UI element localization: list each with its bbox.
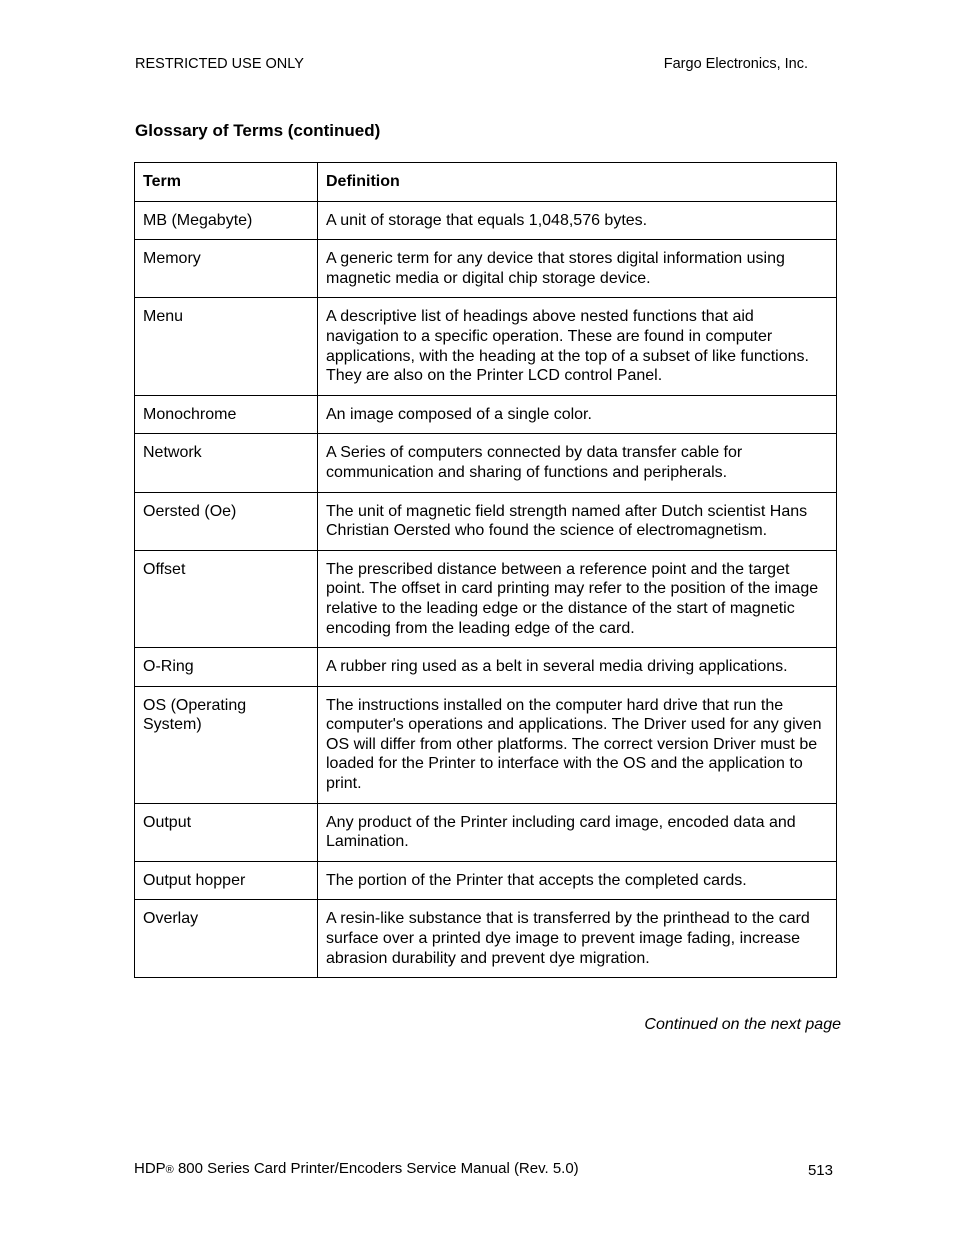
definition-cell: The unit of magnetic field strength named after Dutch scientist Hans Christian Oersted who found the science of electromagnetism.	[318, 492, 837, 550]
definition-cell: A resin-like substance that is transferred by the printhead to the card surface over a printed dye image to prevent image fading, increase abrasion durability and prevent dye migration.	[318, 900, 837, 978]
definition-cell: A descriptive list of headings above nested functions that aid navigation to a specific operation. These are found in computer applications, with the heading at the top of a subset of like functions. They are also on the Printer LCD control Panel.	[318, 298, 837, 395]
definition-cell: The prescribed distance between a reference point and the target point. The offset in card printing may refer to the position of the image relative to the leading edge or the distance of the start of magnetic encoding from the leading edge of the card.	[318, 550, 837, 647]
definition-cell: The portion of the Printer that accepts the completed cards.	[318, 861, 837, 900]
term-cell: O-Ring	[135, 648, 318, 687]
term-cell: Oersted (Oe)	[135, 492, 318, 550]
table-row	[135, 395, 837, 434]
header-left-text: RESTRICTED USE ONLY	[135, 56, 304, 72]
table-row	[135, 803, 837, 861]
page-title: Glossary of Terms (continued)	[135, 121, 381, 140]
table-row	[135, 298, 837, 395]
table-row	[135, 492, 837, 550]
term-cell: Output hopper	[135, 861, 318, 900]
page-number: 513	[807, 1162, 833, 1179]
table-row	[135, 900, 837, 978]
column-header-term: Term	[135, 163, 318, 202]
table-row	[135, 240, 837, 298]
table-header-row	[135, 163, 837, 202]
table-row	[135, 861, 837, 900]
term-cell: MB (Megabyte)	[135, 201, 318, 240]
footer-product-rest: 800 Series Card Printer/Encoders Service Manual (Rev. 5.0)	[173, 1160, 579, 1177]
table-row	[135, 434, 837, 492]
footer-manual-title	[134, 1160, 579, 1177]
term-cell: OS (Operating System)	[135, 686, 318, 803]
term-cell: Menu	[135, 298, 318, 395]
definition-cell: A rubber ring used as a belt in several media driving applications.	[318, 648, 837, 687]
footer-product-prefix: HDP	[134, 1160, 166, 1177]
registered-mark: ®	[165, 1164, 174, 1176]
term-cell: Memory	[135, 240, 318, 298]
glossary-body	[135, 201, 837, 978]
term-cell: Overlay	[135, 900, 318, 978]
table-row	[135, 201, 837, 240]
table-row	[135, 648, 837, 687]
header-right-text: Fargo Electronics, Inc.	[663, 56, 808, 72]
definition-cell: A generic term for any device that stores digital information using magnetic media or digital chip storage device.	[318, 240, 837, 298]
definition-cell: Any product of the Printer including card image, encoded data and Lamination.	[318, 803, 837, 861]
definition-cell: The instructions installed on the computer hard drive that run the computer's operations and applications. The Driver used for any given OS will differ from other platforms. The correct version Driver must be loaded for the Printer to interface with the OS and the application to print.	[318, 686, 837, 803]
definition-cell: An image composed of a single color.	[318, 395, 837, 434]
term-cell: Network	[135, 434, 318, 492]
table-row	[135, 550, 837, 647]
table-row	[135, 686, 837, 803]
term-cell: Output	[135, 803, 318, 861]
definition-cell: A Series of computers connected by data transfer cable for communication and sharing of functions and peripherals.	[318, 434, 837, 492]
continued-note: Continued on the next page	[644, 1016, 841, 1033]
column-header-definition: Definition	[318, 163, 837, 202]
glossary-table	[134, 162, 837, 978]
term-cell: Monochrome	[135, 395, 318, 434]
term-cell: Offset	[135, 550, 318, 647]
definition-cell: A unit of storage that equals 1,048,576 bytes.	[318, 201, 837, 240]
